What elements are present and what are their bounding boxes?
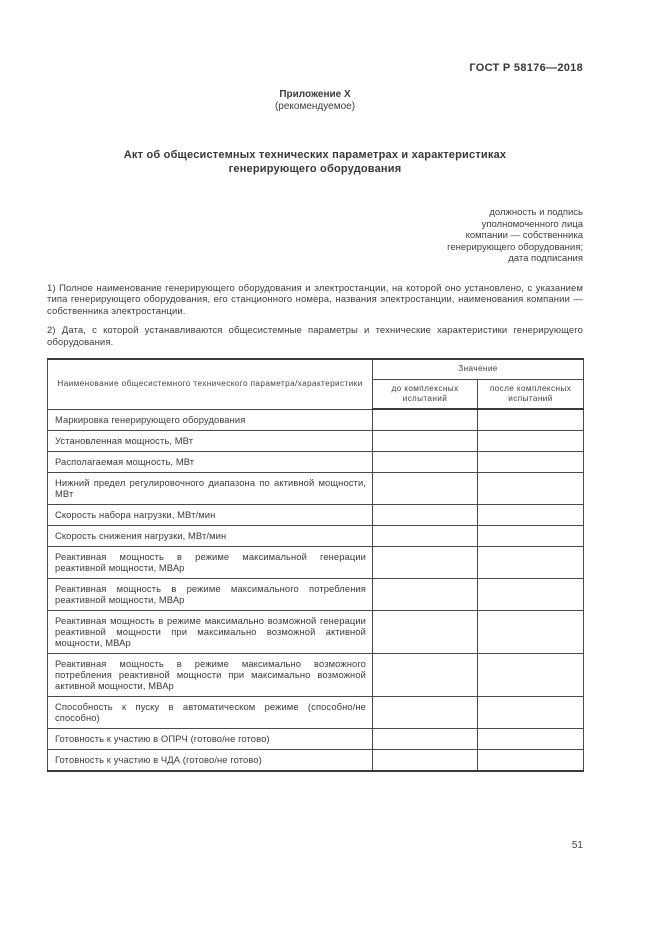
value-after-cell bbox=[478, 653, 584, 696]
table-row bbox=[48, 728, 584, 749]
table-row bbox=[48, 653, 584, 696]
parameter-cell: Реактивная мощность в режиме максимально возможного потребления реактивной мощности при максимально возможной активной мощности, МВАр bbox=[48, 653, 373, 696]
table-row bbox=[48, 749, 584, 771]
signature-caption-line: компании — собственника bbox=[465, 230, 583, 242]
footnote-1: 1) Полное наименование генерирующего оборудования и электростанции, на которой оно установлено, с указанием типа генерирующего оборудования, его станционного номера, названия электростанции, наименования компании — собственника электростанции. bbox=[47, 282, 583, 317]
parameter-cell: Скорость набора нагрузки, МВт/мин bbox=[48, 504, 373, 525]
value-after-cell bbox=[478, 696, 584, 728]
table-row bbox=[48, 451, 584, 472]
parameter-cell: Реактивная мощность в режиме максимальной генерации реактивной мощности, МВАр bbox=[48, 546, 373, 578]
table-row bbox=[48, 525, 584, 546]
table-row bbox=[48, 546, 584, 578]
parameter-cell: Нижний предел регулировочного диапазона по активной мощности, МВт bbox=[48, 472, 373, 504]
parameter-cell: Установленная мощность, МВт bbox=[48, 430, 373, 451]
value-after-cell bbox=[478, 504, 584, 525]
table-row bbox=[48, 472, 584, 504]
table-row bbox=[48, 578, 584, 610]
value-group-header: Значение bbox=[373, 359, 584, 379]
table-row bbox=[48, 430, 584, 451]
value-before-cell bbox=[373, 728, 478, 749]
table-header bbox=[48, 359, 584, 409]
value-after-cell bbox=[478, 728, 584, 749]
signature-caption-line: дата подписания bbox=[508, 253, 583, 265]
table-row bbox=[48, 610, 584, 653]
value-before-cell bbox=[373, 578, 478, 610]
parameter-cell: Располагаемая мощность, МВт bbox=[48, 451, 373, 472]
parameter-cell: Готовность к участию в ЧДА (готово/не готово) bbox=[48, 749, 373, 771]
parameter-cell: Способность к пуску в автоматическом режиме (способно/не способно) bbox=[48, 696, 373, 728]
parameter-cell: Реактивная мощность в режиме максимально возможной генерации реактивной мощности при максимально возможной активной мощности, МВАр bbox=[48, 610, 373, 653]
value-after-cell bbox=[478, 546, 584, 578]
value-after-cell bbox=[478, 472, 584, 504]
value-after-cell bbox=[478, 451, 584, 472]
value-before-cell bbox=[373, 451, 478, 472]
value-after-cell bbox=[478, 409, 584, 430]
signature-caption-line: уполномоченного лица bbox=[481, 218, 583, 230]
value-before-cell bbox=[373, 653, 478, 696]
value-before-cell bbox=[373, 472, 478, 504]
value-after-cell bbox=[478, 430, 584, 451]
value-before-cell bbox=[373, 525, 478, 546]
signature-caption-block bbox=[47, 207, 583, 265]
value-after-cell bbox=[478, 525, 584, 546]
value-before-cell bbox=[373, 546, 478, 578]
document-title: Акт об общесистемных технических параметрах и характеристиках генерирующего оборудования bbox=[123, 149, 507, 175]
table-header-row-top bbox=[48, 359, 584, 379]
parameter-cell: Реактивная мощность в режиме максимального потребления реактивной мощности, МВАр bbox=[48, 578, 373, 610]
appendix-label: Приложение Х bbox=[279, 89, 351, 100]
signature-caption-line: генерирующего оборудования; bbox=[447, 241, 583, 253]
parameters-table bbox=[47, 358, 584, 772]
parameter-cell: Готовность к участию в ОПРЧ (готово/не готово) bbox=[48, 728, 373, 749]
footnote-2: 2) Дата, с которой устанавливаются общесистемные параметры и технические характеристики генерирующего оборудования. bbox=[47, 325, 583, 348]
value-before-cell bbox=[373, 409, 478, 430]
value-before-cell bbox=[373, 749, 478, 771]
page-number: 51 bbox=[571, 840, 583, 851]
before-tests-header: до комплексных испытаний bbox=[373, 379, 478, 409]
value-before-cell bbox=[373, 696, 478, 728]
value-after-cell bbox=[478, 578, 584, 610]
value-before-cell bbox=[373, 504, 478, 525]
table-body bbox=[48, 409, 584, 771]
parameter-cell: Скорость снижения нагрузки, МВт/мин bbox=[48, 525, 373, 546]
table-row bbox=[48, 696, 584, 728]
table-row bbox=[48, 504, 584, 525]
signature-caption-line: должность и подпись bbox=[489, 207, 583, 218]
parameter-column-header: Наименование общесистемного технического параметра/характеристики bbox=[48, 359, 373, 409]
page-content bbox=[47, 0, 583, 772]
standard-code: ГОСТ Р 58176—2018 bbox=[469, 62, 583, 74]
value-after-cell bbox=[478, 610, 584, 653]
value-before-cell bbox=[373, 610, 478, 653]
table-row bbox=[48, 409, 584, 430]
parameter-cell: Маркировка генерирующего оборудования bbox=[48, 409, 373, 430]
after-tests-header: после комплексных испытаний bbox=[478, 379, 584, 409]
value-after-cell bbox=[478, 749, 584, 771]
appendix-kind: (рекомендуемое) bbox=[274, 101, 356, 112]
value-before-cell bbox=[373, 430, 478, 451]
